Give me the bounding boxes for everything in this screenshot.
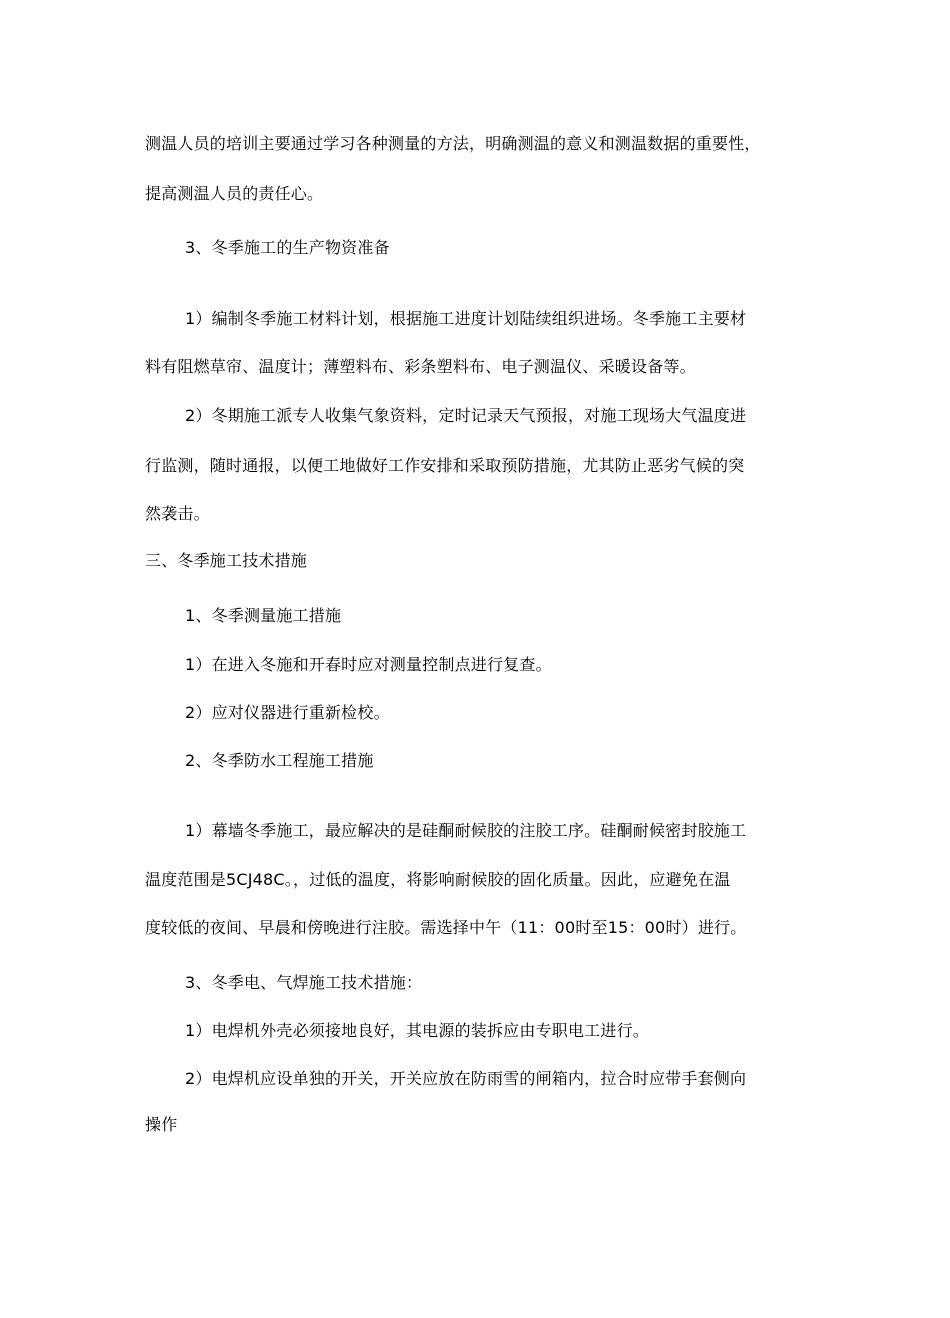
paragraph-line: 温度范围是5CJ48C。，过低的温度，将影响耐候胶的固化质量。因此，应避免在温: [145, 870, 731, 889]
section-heading: 三、冬季施工技术措施: [145, 551, 308, 570]
paragraph-line: 2）电焊机应设单独的开关，开关应放在防雨雪的闸箱内，拉合时应带手套侧向: [185, 1069, 747, 1088]
paragraph-line: 行监测，随时通报，以便工地做好工作安排和采取预防措施，尤其防止恶劣气候的突: [145, 456, 745, 475]
section-heading: 1、冬季测量施工措施: [185, 606, 342, 625]
paragraph-line: 然袭击。: [145, 504, 210, 523]
paragraph-line: 1）在进入冬施和开春时应对测量控制点进行复查。: [185, 655, 552, 674]
section-heading: 2、冬季防水工程施工措施: [185, 751, 374, 770]
paragraph-line: 提高测温人员的责任心。: [145, 184, 324, 203]
paragraph-line: 料有阻燃草帘、温度计；薄塑料布、彩条塑料布、电子测温仪、采暖设备等。: [145, 357, 696, 376]
paragraph-line: 操作: [145, 1115, 178, 1134]
paragraph-line: 度较低的夜间、早晨和傍晚进行注胶。需选择中午（11：00时至15：00时）进行。: [145, 918, 747, 937]
paragraph-line: 1）幕墙冬季施工，最应解决的是硅酮耐候胶的注胶工序。硅酮耐候密封胶施工: [185, 821, 747, 840]
paragraph-line: 测温人员的培训主要通过学习各种测量的方法，明确测温的意义和测温数据的重要性，: [145, 134, 761, 153]
paragraph-line: 2）应对仪器进行重新检校。: [185, 703, 390, 722]
paragraph-line: 2）冬期施工派专人收集气象资料，定时记录天气预报，对施工现场大气温度进: [185, 406, 747, 425]
section-heading: 3、冬季电、气焊施工技术措施：: [185, 973, 423, 992]
paragraph-line: 1）电焊机外壳必须接地良好，其电源的装拆应由专职电工进行。: [185, 1021, 649, 1040]
section-heading: 3、冬季施工的生产物资准备: [185, 238, 390, 257]
paragraph-line: 1）编制冬季施工材料计划，根据施工进度计划陆续组织进场。冬季施工主要材: [185, 309, 747, 328]
